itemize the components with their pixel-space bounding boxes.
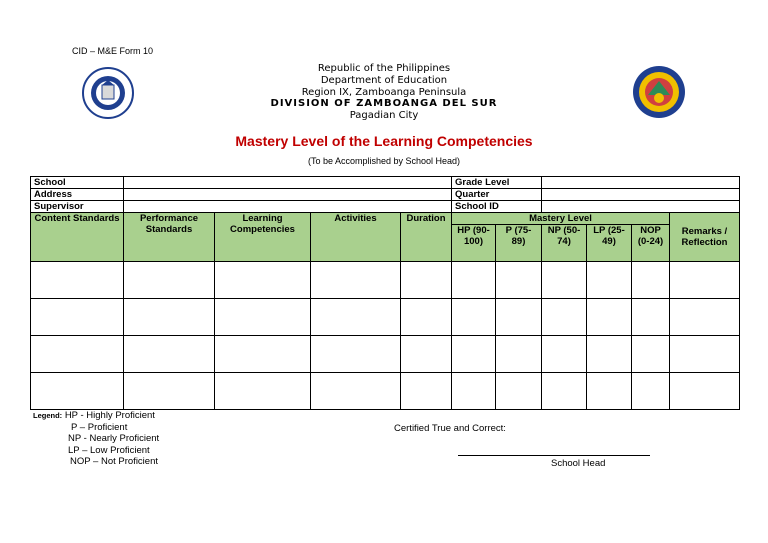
signature-line[interactable] (458, 455, 650, 456)
table-row (31, 299, 740, 336)
legend-label: Legend: (33, 411, 63, 420)
table-row (31, 262, 740, 299)
form-code: CID – M&E Form 10 (72, 46, 154, 56)
school-id-label: School ID (452, 201, 542, 213)
school-id-field[interactable] (542, 201, 740, 213)
table-row (31, 336, 740, 373)
grade-level-field[interactable] (542, 177, 740, 189)
col-hp: HP (90-100) (452, 225, 496, 262)
certified-text: Certified True and Correct: (394, 423, 506, 434)
legend-nop: NOP – Not Proficient (70, 456, 159, 467)
grade-level-label: Grade Level (452, 177, 542, 189)
quarter-label: Quarter (452, 189, 542, 201)
address-field[interactable] (124, 189, 452, 201)
legend-lp: LP – Low Proficient (68, 444, 150, 456)
legend (33, 410, 159, 468)
col-mastery-level: Mastery Level (452, 213, 670, 225)
col-learning-competencies: Learning Competencies (215, 213, 311, 262)
header-department: Department of Education (320, 75, 448, 86)
legend-hp: HP - Highly Proficient (64, 410, 155, 421)
col-np: NP (50-74) (542, 225, 587, 262)
quarter-field[interactable] (542, 189, 740, 201)
col-p: P (75-89) (496, 225, 542, 262)
table-row (31, 373, 740, 410)
col-lp: LP (25-49) (587, 225, 632, 262)
col-duration: Duration (401, 213, 452, 262)
col-activities: Activities (311, 213, 401, 262)
legend-p: P – Proficient (71, 421, 128, 433)
col-nop: NOP (0-24) (632, 225, 670, 262)
header-republic: Republic of the Philippines (317, 63, 451, 74)
page-title: Mastery Level of the Learning Competencies (235, 133, 533, 149)
supervisor-label: Supervisor (31, 201, 124, 213)
address-label: Address (31, 189, 124, 201)
col-performance-standards: Performance Standards (124, 213, 215, 262)
col-remarks: Remarks / Reflection (670, 213, 740, 262)
col-content-standards: Content Standards (31, 213, 124, 262)
supervisor-field[interactable] (124, 201, 452, 213)
school-label: School (31, 177, 124, 189)
legend-np: NP - Nearly Proficient (68, 433, 160, 444)
mastery-table (30, 176, 740, 410)
signatory-label: School Head (551, 458, 606, 469)
page-subtitle: (To be Accomplished by School Head) (307, 156, 461, 166)
header-division: DIVISION OF ZAMBOANGA DEL SUR (270, 98, 498, 109)
header-city: Pagadian City (349, 110, 419, 121)
header-region: Region IX, Zamboanga Peninsula (301, 87, 467, 98)
school-field[interactable] (124, 177, 452, 189)
